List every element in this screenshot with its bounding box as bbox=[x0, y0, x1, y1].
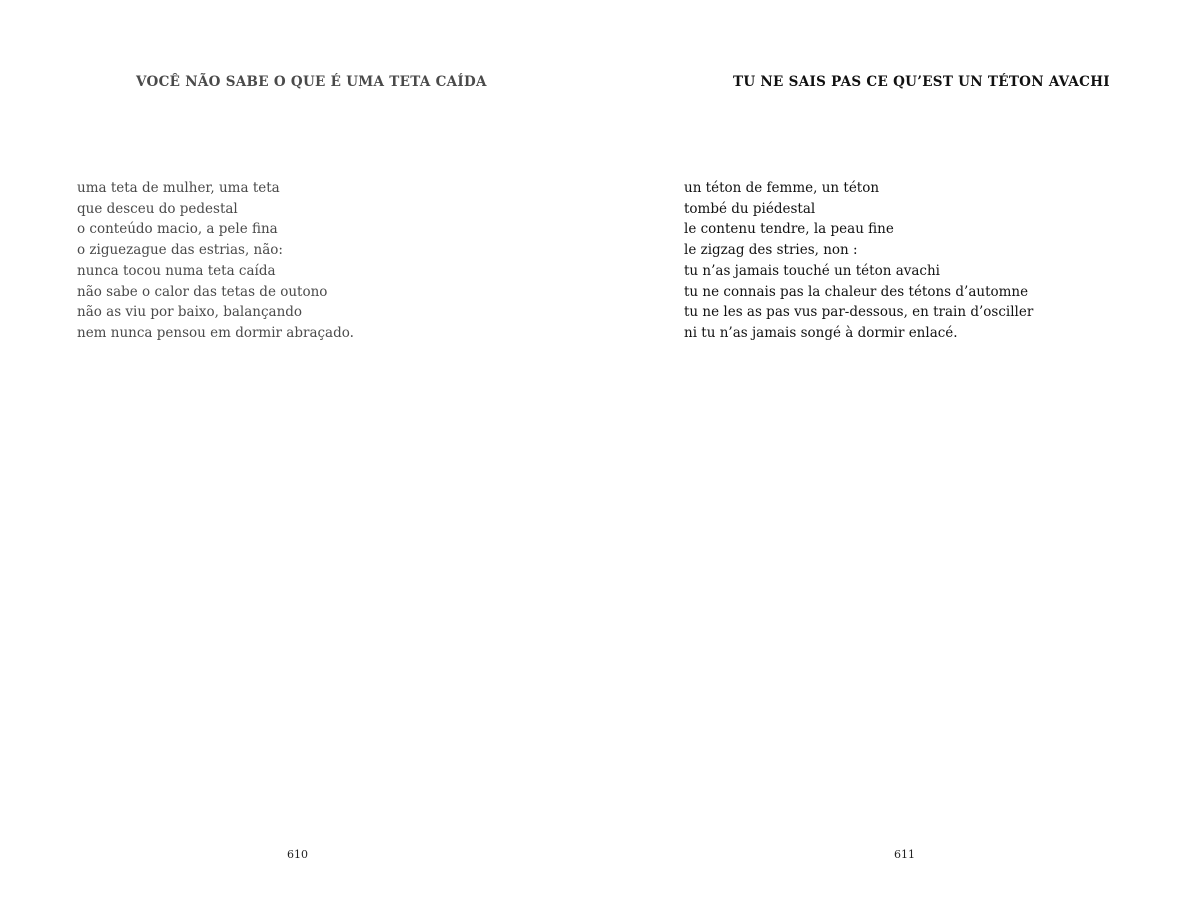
poem-line: tu ne connais pas la chaleur des tétons d’automne bbox=[684, 283, 1029, 300]
poem-line: nunca tocou numa teta caída bbox=[77, 262, 276, 279]
poem-line: não sabe o calor das tetas de outono bbox=[77, 283, 328, 300]
poem-text-portuguese bbox=[77, 178, 354, 344]
poem-text-french bbox=[684, 178, 1033, 344]
poem-line: não as viu por baixo, balançando bbox=[77, 304, 303, 321]
poem-line: que desceu do pedestal bbox=[77, 200, 238, 217]
poem-title-french: TU NE SAIS PAS CE QU’EST UN TÉTON AVACHI bbox=[733, 74, 1110, 90]
poem-line: uma teta de mulher, uma teta bbox=[77, 180, 280, 196]
poem-line: o conteúdo macio, a pele fina bbox=[77, 221, 278, 238]
poem-line: un téton de femme, un téton bbox=[684, 180, 880, 196]
poem-line: le contenu tendre, la peau fine bbox=[684, 221, 894, 238]
poem-line: tombé du piédestal bbox=[684, 200, 816, 217]
poem-line: nem nunca pensou em dormir abraçado. bbox=[77, 324, 354, 341]
poem-line: o ziguezague das estrias, não: bbox=[77, 242, 283, 259]
poem-line: ni tu n’as jamais songé à dormir enlacé. bbox=[684, 324, 958, 341]
right-page bbox=[599, 0, 1198, 904]
page-number: 611 bbox=[894, 848, 915, 861]
poem-line: tu ne les as pas vus par-dessous, en train d’osciller bbox=[684, 304, 1034, 321]
page-number: 610 bbox=[287, 848, 308, 861]
poem-line: le zigzag des stries, non : bbox=[684, 242, 858, 259]
poem-line: tu n’as jamais touché un téton avachi bbox=[684, 262, 940, 279]
poem-title-portuguese: VOCÊ NÃO SABE O QUE É UMA TETA CAÍDA bbox=[136, 74, 487, 90]
